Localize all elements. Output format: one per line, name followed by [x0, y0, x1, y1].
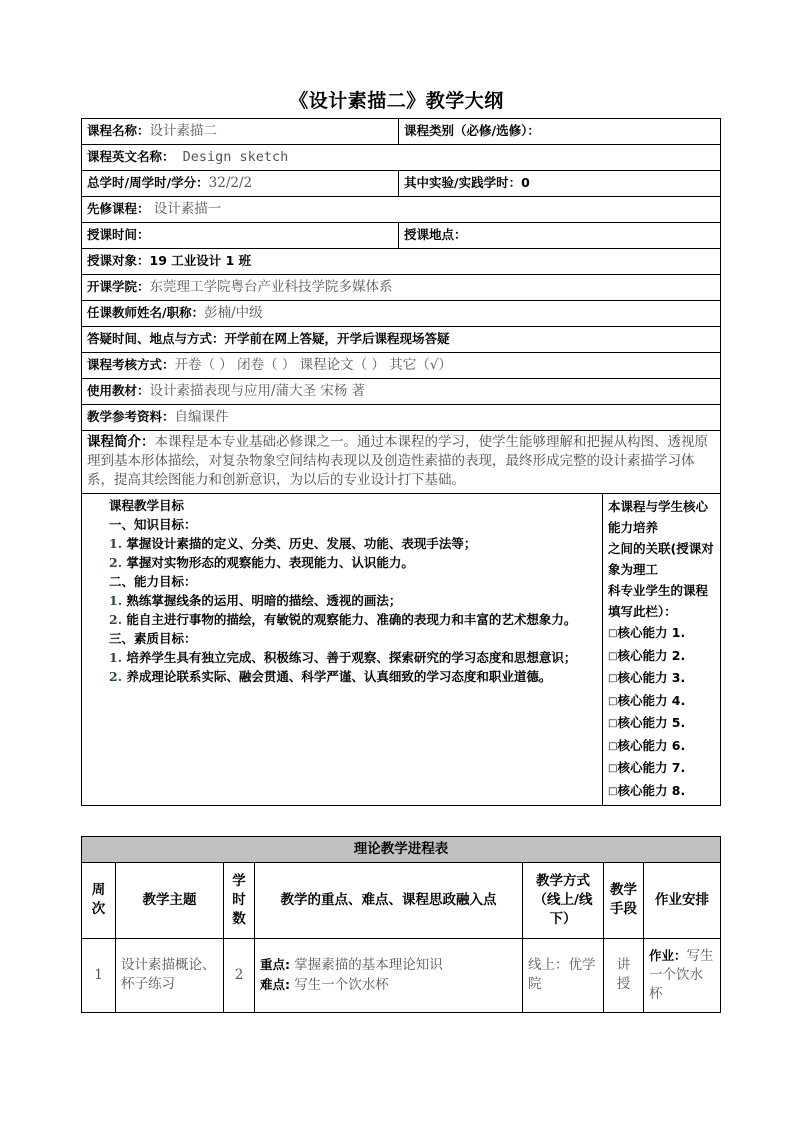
cell-homework: [644, 939, 721, 1013]
cell-textbook: [82, 379, 721, 405]
label-prerequisite: 先修课程：: [87, 201, 150, 216]
competency-item[interactable]: [608, 757, 715, 780]
competency-item[interactable]: [608, 735, 715, 758]
schedule-table: [81, 836, 721, 1013]
goals-item: [87, 534, 597, 553]
schedule-band-title: 理论教学进程表: [82, 837, 721, 863]
value-textbook: 设计素描表现与应用/蒲大圣 宋杨 著: [149, 383, 366, 399]
competency-item-label: 核心能力 2.: [617, 647, 686, 663]
cell-focus-difficulty: [260, 975, 517, 995]
cell-focus: [255, 939, 523, 1013]
schedule-body: [82, 837, 721, 1013]
col-header-means: [604, 863, 644, 939]
goals-section-title: 二、能力目标：: [109, 574, 197, 589]
cell-topic: [116, 939, 224, 1013]
goals-item-text: 熟练掌握线条的运用、明暗的描绘、透视的画法；: [126, 593, 402, 608]
col-header-week-l2: 次: [91, 901, 106, 917]
focus-diff-label: 难点:: [260, 977, 290, 992]
table-row: [82, 275, 721, 301]
schedule-data-row: [82, 939, 721, 1013]
goals-item-number: 2.: [109, 555, 123, 570]
competency-item[interactable]: [608, 622, 715, 645]
col-header-mode-l3: 下）: [549, 910, 577, 927]
goals-item: [87, 553, 597, 572]
value-prerequisite: 设计素描一: [149, 201, 222, 217]
competency-item[interactable]: [608, 667, 715, 690]
value-audience: 19 工业设计 1 班: [149, 253, 252, 268]
table-row: [82, 145, 721, 171]
label-course-name: 课程名称：: [87, 123, 150, 138]
col-header-hours-l2: 时: [232, 891, 246, 908]
competency-heading-line3: 科专业学生的课程填写此栏）：: [608, 583, 709, 619]
cell-teacher: [82, 301, 721, 327]
homework-value: 写生一个饮水杯: [649, 948, 714, 1002]
focus-key-label: 重点:: [260, 957, 290, 972]
cell-total-hours: [82, 171, 399, 197]
goals-section-title: 一、知识目标：: [109, 517, 197, 532]
label-course-en-name: 课程英文名称：: [87, 149, 175, 164]
focus-diff-value: 写生一个饮水杯: [290, 977, 389, 993]
table-row: [82, 327, 721, 353]
cell-focus-keypoint: [260, 955, 517, 975]
checkbox-icon[interactable]: □: [608, 673, 618, 684]
cell-course-name: [82, 119, 399, 145]
table-row: [82, 431, 721, 494]
goals-item: [87, 591, 597, 610]
competency-heading-line1: 本课程与学生核心能力培养: [608, 499, 709, 535]
goals-item-text: 掌握对实物形态的观察能力、表现能力、认识能力。: [126, 555, 414, 570]
competency-heading-line2: 之间的关联(授课对象为理工: [608, 541, 714, 577]
schedule-band-row: [82, 837, 721, 863]
value-references: 自编课件: [174, 409, 229, 425]
cell-core-competency: [603, 494, 721, 806]
col-header-week-l1: 周: [91, 882, 106, 898]
cell-assessment: [82, 353, 721, 379]
table-row: [82, 171, 721, 197]
col-header-mode: [523, 863, 604, 939]
col-header-hours-l1: 学: [232, 872, 246, 889]
table-row: [82, 119, 721, 145]
label-teacher: 任课教师姓名/职称：: [87, 305, 205, 320]
label-qa: 答疑时间、地点与方式：: [87, 331, 225, 346]
value-course-intro: 本课程是本专业基础必修课之一。通过本课程的学习，使学生能够理解和把握从构图、透视原理到基本形体描绘，对复杂物象空间结构表现以及创造性素描的表现，最终形成完整的设计素描学习体系，提高其绘图能力和创新意识，为以后的专业设计打下基础。: [87, 434, 708, 488]
goals-item-text: 能自主进行事物的描绘，有敏锐的观察能力、准确的表现力和丰富的艺术想象力。: [126, 612, 577, 627]
cell-hours: 2: [224, 939, 255, 1013]
syllabus-body: [82, 119, 721, 806]
label-class-place: 授课地点：: [404, 227, 467, 242]
table-row: [82, 405, 721, 431]
table-row: [82, 249, 721, 275]
col-header-mode-l1: 教学方式: [536, 872, 590, 889]
label-total-hours: 总学时/周学时/学分：: [87, 175, 209, 190]
goals-item-number: 2.: [109, 669, 123, 684]
page-title: 《设计素描二》教学大纲: [289, 90, 504, 112]
checkbox-icon[interactable]: □: [608, 650, 618, 662]
col-header-topic: 教学主题: [116, 863, 224, 939]
col-header-hours: [224, 863, 255, 939]
value-total-hours: 32/2/2: [208, 175, 253, 191]
table-row: [82, 353, 721, 379]
goals-heading: 课程教学目标: [109, 498, 185, 513]
col-header-mode-l2: （线上/线: [533, 891, 593, 908]
competency-item-label: 核心能力 1.: [617, 625, 686, 640]
value-lab-hours: 0: [521, 175, 530, 190]
cell-means: [604, 939, 644, 1013]
checkbox-icon[interactable]: □: [608, 628, 618, 639]
competency-item-label: 核心能力 8.: [617, 782, 686, 798]
col-header-means-l2: 手段: [610, 901, 637, 917]
checkbox-icon[interactable]: □: [608, 740, 618, 752]
cell-college: [82, 275, 721, 301]
competency-item[interactable]: [608, 712, 715, 735]
value-college: 东莞理工学院粤台产业科技学院多媒体系: [149, 279, 393, 295]
checkbox-icon[interactable]: □: [608, 718, 618, 729]
label-course-intro: 课程简介：: [87, 434, 155, 450]
cell-references: [82, 405, 721, 431]
label-audience: 授课对象：: [87, 253, 150, 268]
checkbox-icon[interactable]: □: [608, 785, 618, 797]
col-header-means-l1: 教学: [610, 882, 637, 898]
label-course-category: 课程类别（必修/选修）：: [404, 123, 540, 138]
syllabus-table: [81, 118, 721, 806]
value-assessment: 开卷（ ） 闭卷（ ） 课程论文（ ） 其它（√）: [174, 357, 452, 373]
cell-means-l1: 讲: [616, 957, 631, 973]
competency-item-label: 核心能力 5.: [617, 715, 686, 730]
homework-label: 作业：: [649, 948, 687, 963]
cell-course-category: [399, 119, 721, 145]
competency-item-label: 核心能力 4.: [617, 692, 686, 708]
goals-item-text: 掌握设计素描的定义、分类、历史、发展、功能、表现手法等；: [126, 536, 477, 551]
table-row: [82, 379, 721, 405]
label-assessment: 课程考核方式：: [87, 357, 175, 372]
cell-class-time: [82, 223, 399, 249]
goals-item: [87, 667, 597, 686]
goals-section-title: 三、素质目标：: [109, 631, 197, 646]
table-row: [82, 494, 721, 806]
label-college: 开课学院：: [87, 279, 150, 294]
cell-course-intro: [82, 431, 721, 494]
cell-class-place: [399, 223, 721, 249]
competency-item[interactable]: [608, 690, 715, 713]
cell-mode: [523, 939, 604, 1013]
cell-mode-l2: 院: [528, 976, 542, 992]
table-row: [82, 197, 721, 223]
competency-item-label: 核心能力 7.: [617, 760, 686, 775]
cell-mode-l1: 线上：优学: [528, 957, 596, 973]
value-teacher: 彭楠/中级: [204, 305, 263, 321]
goals-item-number: 1.: [109, 593, 123, 608]
competency-item[interactable]: [608, 645, 715, 668]
label-textbook: 使用教材：: [87, 383, 150, 398]
goals-item-text: 培养学生具有独立完成、积极练习、善于观察、探索研究的学习态度和思想意识；: [126, 650, 577, 665]
table-row: [82, 223, 721, 249]
cell-lab-hours: [399, 171, 721, 197]
value-qa: 开学前在网上答疑，开学后课程现场答疑: [224, 331, 450, 346]
label-references: 教学参考资料：: [87, 409, 175, 424]
competency-item-label: 核心能力 3.: [617, 670, 686, 685]
checkbox-icon[interactable]: □: [608, 763, 618, 774]
checkbox-icon[interactable]: □: [608, 695, 618, 707]
goals-item-number: 1.: [109, 536, 123, 551]
goals-item: [87, 648, 597, 667]
cell-audience: [82, 249, 721, 275]
cell-prerequisite: [82, 197, 721, 223]
cell-course-en-name: [82, 145, 721, 171]
table-row: [82, 301, 721, 327]
goals-item-number: 2.: [109, 612, 123, 627]
cell-means-l2: 授: [616, 976, 631, 992]
focus-key-value: 掌握素描的基本理论知识: [290, 957, 443, 973]
cell-teaching-goals: [82, 494, 603, 806]
goals-item-text: 养成理论联系实际、融会贯通、科学严谨、认真细致的学习态度和职业道德。: [126, 669, 552, 684]
cell-topic-l2: 杯子练习: [121, 976, 175, 992]
competency-item[interactable]: [608, 780, 715, 803]
cell-week: 1: [82, 939, 116, 1013]
schedule-header-row: [82, 863, 721, 939]
label-lab-hours: 其中实验/实践学时：: [404, 175, 522, 190]
cell-topic-l1: 设计素描概论、: [121, 957, 216, 973]
col-header-homework: 作业安排: [644, 863, 721, 939]
label-class-time: 授课时间：: [87, 227, 150, 242]
col-header-hours-l3: 数: [232, 910, 246, 927]
goals-item: [87, 610, 597, 629]
col-header-week: [82, 863, 116, 939]
value-course-en-name: Design sketch: [174, 149, 289, 165]
cell-qa: [82, 327, 721, 353]
col-header-focus: 教学的重点、难点、课程思政融入点: [255, 863, 523, 939]
value-course-name: 设计素描二: [149, 123, 218, 139]
goals-item-number: 1.: [109, 650, 123, 665]
competency-item-label: 核心能力 6.: [617, 737, 686, 753]
